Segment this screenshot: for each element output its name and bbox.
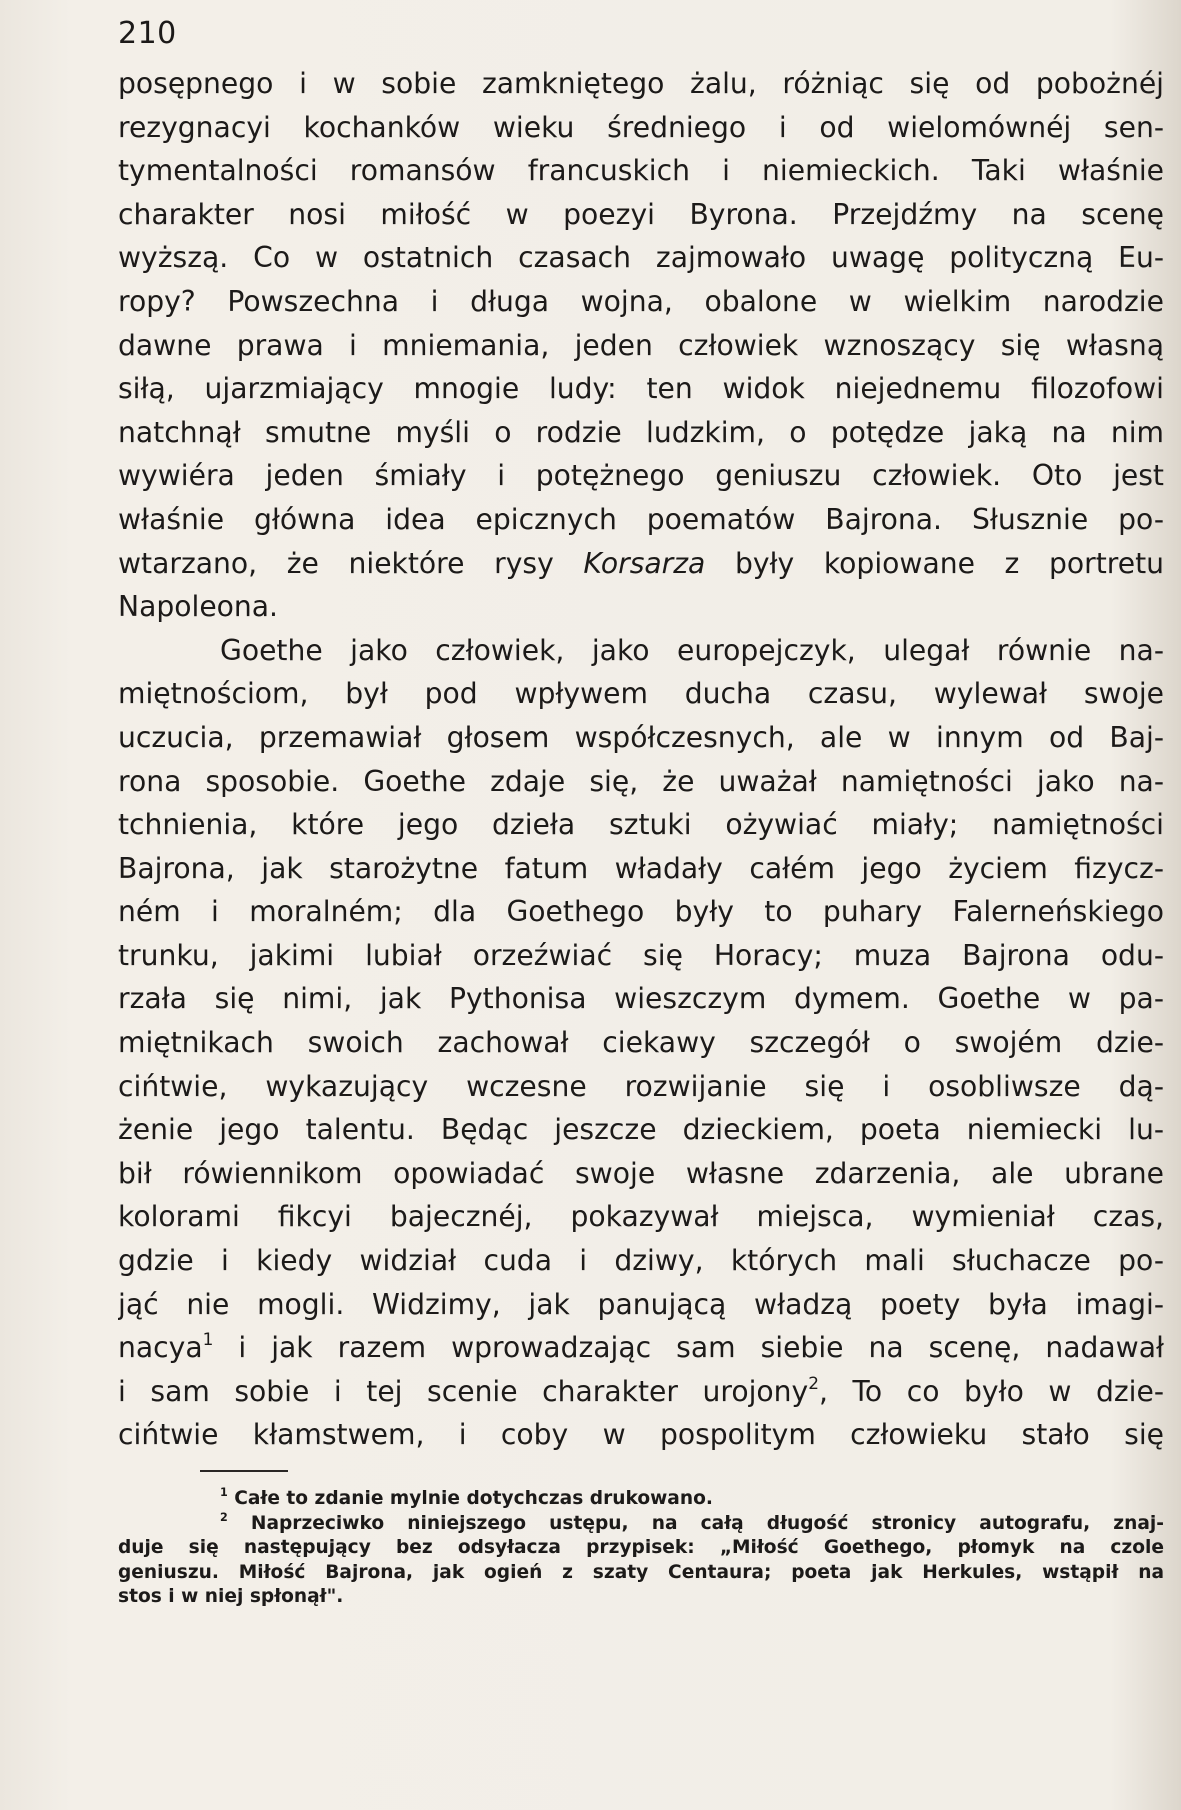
text-line: ném i moralném; dla Goethego były to puhary Falerneńskiego (118, 895, 1164, 929)
text-line: cińtwie, wykazujący wczesne rozwijanie się i osobliwsze dą- (118, 1069, 1164, 1103)
paragraph-1 (118, 62, 1164, 629)
footnote-text: Naprzeciwko niniejszego ustępu, na całą długość stronicy autografu, znaj- (227, 1512, 1164, 1534)
text-line: rezygnacyi kochanków wieku średniego i od wielomównéj sen- (118, 110, 1164, 144)
footnote-divider (200, 1470, 288, 1472)
text-segment: , To co było w dzie- (818, 1374, 1164, 1408)
text-line: kolorami fikcyi bajecznéj, pokazywał miejsca, wymieniał czas, (118, 1200, 1164, 1234)
text-line: natchnął smutne myśli o rodzie ludzkim, o potędze jaką na nim (118, 415, 1164, 449)
footnote-2-line (118, 1512, 1164, 1537)
book-title-korsarz: Korsarza (583, 546, 706, 580)
footnote-mark-1: 1 (220, 1487, 228, 1500)
text-line: dawne prawa i mniemania, jeden człowiek wznoszący się własną (118, 328, 1164, 362)
text-line-with-footnote-ref (118, 1370, 1164, 1414)
text-line-with-footnote-ref (118, 1326, 1164, 1370)
text-line: ropy? Powszechna i długa wojna, obalone w wielkim narodzie (118, 284, 1164, 318)
text-line: wywiéra jeden śmiały i potężnego geniuszu człowiek. Oto jest (118, 459, 1164, 493)
text-line: rzała się nimi, jak Pythonisa wieszczym dymem. Goethe w pa- (118, 982, 1164, 1016)
text-segment: i sam sobie i tej scenie charakter urojony (118, 1374, 809, 1408)
text-line: Napoleona. (118, 590, 279, 624)
text-line: tymentalności romansów francuskich i niemieckich. Taki właśnie (118, 154, 1164, 188)
footnote-text: Całe to zdanie mylnie dotychczas drukowano. (227, 1488, 713, 1509)
text-line: właśnie główna idea epicznych poematów Bajrona. Słusznie po- (118, 502, 1164, 536)
text-line: jąć nie mogli. Widzimy, jak panującą władzą poety była imagi- (118, 1287, 1164, 1321)
text-line: miętnikach swoich zachował ciekawy szczegół o swojém dzie- (118, 1026, 1164, 1060)
text-line: posępnego i w sobie zamkniętego żalu, różniąc się od pobożnéj (118, 67, 1164, 100)
body-text (118, 62, 1164, 1457)
text-line: gdzie i kiedy widział cuda i dziwy, których mali słuchacze po- (118, 1244, 1164, 1278)
text-line-with-title (118, 542, 1164, 586)
text-line: miętnościom, był pod wpływem ducha czasu, wylewał swoje (118, 677, 1164, 711)
footnote-1 (118, 1487, 1164, 1512)
paragraph-2 (118, 629, 1164, 1457)
text-line: charakter nosi miłość w poezyi Byrona. Przejdźmy na scenę (118, 197, 1164, 231)
text-segment: i jak razem wprowadzając sam siebie na scenę, nadawał (213, 1331, 1164, 1365)
text-line: siłą, ujarzmiający mnogie ludy: ten widok niejednemu filozofowi (118, 372, 1164, 406)
footnote-2-line: stos i w niej spłonął". (118, 1586, 344, 1608)
footnotes (118, 1487, 1164, 1610)
footnote-2-line: duje się następujący bez odsyłacza przypisek: „Miłość Goethego, płomyk na czole (118, 1537, 1164, 1559)
text-segment: wtarzano, że niektóre rysy (118, 546, 584, 580)
text-line: bił rówiennikom opowiadać swoje własne zdarzenia, ale ubrane (118, 1156, 1164, 1190)
text-line: uczucia, przemawiał głosem współczesnych, ale w innym od Baj- (118, 720, 1164, 754)
footnote-mark-2: 2 (220, 1511, 228, 1524)
text-segment: nacya (118, 1331, 203, 1365)
text-line: cińtwie kłamstwem, i coby w pospolitym człowieku stało się (118, 1418, 1164, 1452)
text-segment: były kopiowane z portretu (705, 546, 1164, 580)
text-line: rona sposobie. Goethe zdaje się, że uważał namiętności jako na- (118, 764, 1164, 798)
page-number: 210 (118, 16, 177, 51)
footnote-ref-1[interactable]: 1 (202, 1329, 214, 1350)
text-line: żenie jego talentu. Będąc jeszcze dzieckiem, poeta niemiecki lu- (118, 1113, 1164, 1147)
footnote-2-line: geniuszu. Miłość Bajrona, jak ogień z szaty Centaura; poeta jak Herkules, wstąpił na (118, 1561, 1164, 1583)
text-line: trunku, jakimi lubiał orzeźwiać się Horacy; muza Bajrona odu- (118, 938, 1164, 972)
text-line: Bajrona, jak starożytne fatum władały całém jego życiem fizycz- (118, 851, 1164, 885)
text-line: wyższą. Co w ostatnich czasach zajmowało uwagę polityczną Eu- (118, 241, 1164, 275)
footnote-ref-2[interactable]: 2 (808, 1372, 819, 1393)
text-line: Goethe jako człowiek, jako europejczyk, ulegał równie na- (220, 633, 1164, 667)
text-line: tchnienia, które jego dzieła sztuki ożywiać miały; namiętności (118, 808, 1164, 842)
